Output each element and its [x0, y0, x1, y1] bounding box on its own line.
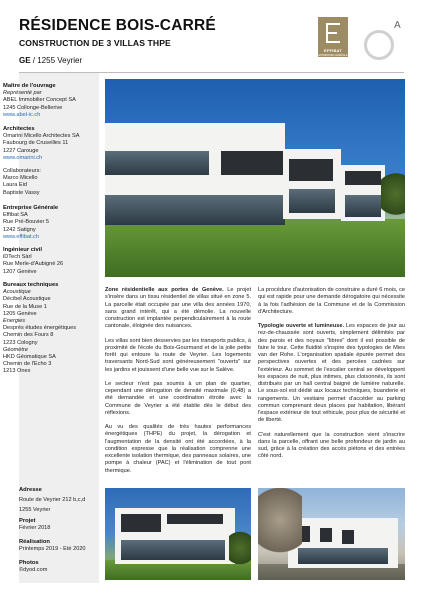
maitre-line: 1245 Collonge-Bellerive — [3, 104, 63, 111]
architectes-block — [3, 126, 81, 197]
projet-block — [19, 518, 99, 532]
ingenieur-civil-block — [3, 247, 81, 276]
photo-villa-middle-glazing — [289, 189, 335, 213]
geometre-line: HKD Géomatique SA — [3, 354, 56, 361]
adresse-line: 1255 Veyrier — [19, 507, 51, 514]
ingenieur-line: Rue Merle-d'Aubigné 26 — [3, 261, 64, 268]
maitre-heading: Maître de l'ouvrage — [3, 83, 56, 89]
article-text: Les espaces de jour au rez-de-chaussée sont ouverts, simplement délimités par des parois et des noyaux "libres" dont il est possible de faire le tour. Cette fluidité s'inspire des typologies de Mies van der Rohe. L'organisation spatiale épurée permet des perspectives ouvertes et des percées cadrées sur l'extérieur. Au sommet de l'escalier central se développent les espaces de nuit, plus intimes, plus cloisonnés, ils sont distribués par un hall central baigné de lumière naturelle. Le sous-sol est dédié aux locaux techniques, buanderie et rangements. Un vestiaire permet d'accéder au parking commun comprenant deux places par habitation, libérant l'espace extérieur de tout véhicule, pour plus de sécurité et de liberté. — [258, 323, 405, 424]
acoustique-line: 1205 Genève — [3, 310, 37, 317]
photo-villa-far-glazing — [345, 195, 381, 217]
architectes-website-link[interactable]: www.omarini.ch — [3, 154, 43, 161]
entreprise-heading: Entreprise Générale — [3, 205, 59, 211]
realisation-date: Printemps 2019 - Eté 2020 — [19, 546, 86, 553]
effibat-logo — [318, 17, 348, 57]
article-paragraph: Les villas sont bien desservies par les transports publics, à proximité de l'école du Bois-Gourmand et de la jolie petite forêt qui entoure la route de Veyrier. Les logements traversants Nord-Sud sont généreusement "ouverts" sur les jardins et jouissent d'une belle vue sur le Salève. — [105, 337, 251, 373]
photo-villa-far-window — [345, 171, 381, 185]
acoustique-line: Décibel Acoustique — [3, 296, 51, 303]
effibat-logo-subtext: ENTREPRISE GÉNÉRALE — [318, 54, 348, 57]
article-paragraph — [258, 323, 405, 425]
photo-villa-upper — [105, 123, 285, 151]
article-column-left — [105, 287, 251, 482]
photos-heading: Photos — [19, 560, 39, 566]
article-column-right — [258, 287, 405, 468]
article-text: Le projet s'insère dans un tissu résidentiel de villas situé en zone 5. La parcelle était occupée par une villa des années 1970, sans grand intérêt, qui a été démolie. La nouvelle construction est implantée perpendiculairement à la route cantonale, éloignée des nuisances. — [105, 287, 252, 330]
collaborateur-name: Baptiste Vassy — [3, 189, 40, 196]
geometre-line: 1213 Onex — [3, 368, 31, 375]
projet-heading: Projet — [19, 518, 36, 524]
bureaux-heading: Bureaux techniques — [3, 282, 59, 288]
article-lead-typologie: Typologie ouverte et lumineuse. — [258, 323, 345, 329]
oa-logo-letter: A — [394, 20, 401, 31]
location — [19, 56, 82, 65]
article-paragraph — [105, 287, 251, 331]
article-paragraph: Au vu des qualités de très hautes performances énergétiques (THPE) du projet, la dérogation et l'augmentation de la densité ont été accordées, à la condition expresse que la réalisation comprenne une excellente isolation thermique, des panneaux solaires, une pompe à chaleur (PAC) et l'élimination de tout pont thermique. — [105, 424, 251, 474]
realisation-block — [19, 539, 99, 553]
maitre-line: ABEL Immobilier Concept SA — [3, 97, 76, 104]
article-lead-zone: Zone résidentielle aux portes de Genève. — [105, 287, 224, 293]
photo-villa-window — [121, 514, 161, 532]
entreprise-line: Effibat SA — [3, 212, 28, 219]
oa-logo-ring — [364, 30, 394, 60]
photo-villa-glazing — [105, 151, 209, 175]
geometre-line: Chemin de l'Echo 3 — [3, 361, 52, 368]
photo-villa-glazing — [298, 548, 388, 564]
adresse-heading: Adresse — [19, 487, 42, 493]
maitre-line: Représenté par — [3, 90, 42, 97]
photo-tree — [381, 169, 405, 219]
ingenieur-line: iDTech Sàrl — [3, 254, 32, 261]
adresse-block — [19, 487, 99, 515]
entreprise-website-link[interactable]: www.effibat.ch — [3, 233, 39, 240]
article-paragraph: Le secteur n'est pas soumis à un plan de quartier, cependant une dérogation de densité maximale (0,48) a été demandée et une coordination étroite avec la Commune de Veyrier a été établie dès le début des réflexions. — [105, 380, 251, 416]
entreprise-line: Rue Pré-Bouvier 5 — [3, 219, 50, 226]
effibat-logo-text: EFFIBAT — [324, 48, 342, 53]
projet-date: Février 2018 — [19, 525, 51, 532]
location-city: / 1255 Veyrier — [30, 56, 83, 65]
photo-villa-facade — [105, 488, 251, 580]
photo-villa-middle-window — [289, 159, 333, 181]
photo-villa-ground-glazing — [105, 195, 285, 225]
entreprise-line: 1242 Satigny — [3, 226, 36, 233]
energies-line: Chemin des Fours 8 — [3, 332, 54, 339]
photo-lawn — [105, 219, 405, 277]
adresse-line: Route de Veyrier 212 b,c,d — [19, 497, 86, 504]
architectes-line: 1227 Carouge — [3, 147, 39, 154]
photo-villa-window — [167, 514, 223, 524]
main-photo-villas — [105, 79, 405, 277]
photo-villa-window — [320, 528, 332, 542]
photo-villas-row — [258, 488, 405, 580]
collaborateur-name: Laura Eid — [3, 182, 27, 189]
architectes-heading: Architectes — [3, 126, 35, 132]
maitre-website-link[interactable]: www.abel-ic.ch — [3, 111, 41, 118]
architectes-line: Omarini Micello Architectes SA — [3, 133, 80, 140]
acoustique-label: Acoustique — [3, 289, 31, 296]
collaborateur-name: Marco Micello — [3, 175, 38, 182]
geometre-label: Géomètre — [3, 346, 28, 353]
photo-bare-tree — [258, 488, 302, 568]
ingenieur-line: 1207 Genève — [3, 268, 37, 275]
energies-line: Desprès études énergétiques — [3, 325, 77, 332]
photos-credit: ©dyod.com — [19, 567, 48, 574]
photo-tree — [229, 528, 251, 568]
article-paragraph: La procédure d'autorisation de construire a duré 6 mois, ce qui est rapide pour une demande dérogatoire qui nécessite à la fois l'adhésion de la Commune et de la Commission d'Architecture. — [258, 287, 405, 315]
maitre-ouvrage-block — [3, 83, 81, 119]
energies-line: 1223 Cologny — [3, 339, 38, 346]
acoustique-line: Rue de la Muse 1 — [3, 303, 47, 310]
entreprise-generale-block — [3, 205, 81, 241]
architectes-line: Faubourg de Cruseilles 11 — [3, 140, 69, 147]
photo-villa-slab — [105, 175, 293, 195]
effibat-logo-mark — [326, 23, 340, 43]
photo-villa-window — [342, 530, 354, 544]
ingenieur-heading: Ingénieur civil — [3, 247, 42, 253]
article-paragraph: C'est naturellement que la construction vient s'inscrire dans la parcelle, offrant une belle profondeur de jardin au sud, grâce à la création des accès piétons et des entrées côté nord. — [258, 431, 405, 460]
page-title: RÉSIDENCE BOIS-CARRÉ — [19, 17, 216, 34]
energies-label: Energies — [3, 318, 26, 325]
location-code: GE — [19, 56, 31, 65]
photo-villa-glazing — [121, 540, 225, 560]
page-subtitle: CONSTRUCTION DE 3 VILLAS THPE — [19, 38, 171, 48]
collaborateurs-heading: Collaborateurs: — [3, 168, 41, 175]
photos-credit-block — [19, 560, 99, 574]
bureaux-techniques-block — [3, 282, 81, 376]
oa-logo — [364, 20, 408, 64]
realisation-heading: Réalisation — [19, 539, 50, 545]
